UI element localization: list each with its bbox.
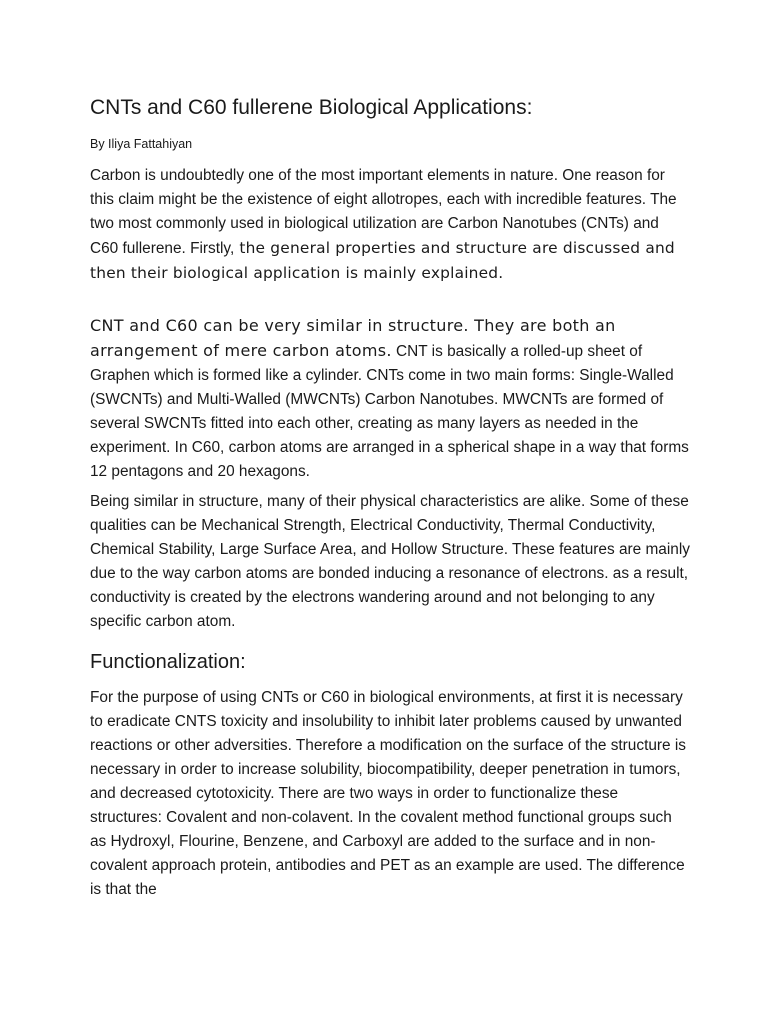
section-heading: Functionalization: [90,651,246,673]
document-title: CNTs and C60 fullerene Biological Applications: [90,96,533,119]
structure-paragraph [90,314,690,484]
structure-paragraph-text: CNT is basically a rolled-up sheet of Graphen which is formed like a cylinder. CNTs come in two main forms: Single-Walled (SWCNTs) and Multi-Walled (MWCNTs) Carbon Nanotubes. MWCNTs are formed of several SWCNTs fitted into each other, creating as many layers as needed in the experiment. In C60, carbon atoms are arranged in a spherical shape in a way that forms 12 pentagons and 20 hexagons. [90,343,689,480]
intro-paragraph [90,164,690,286]
structure-paragraph-text-alt-font: CNT and C60 can be very similar in structure. They are both an arrangement of mere carbon atoms. [90,316,616,360]
author-byline: By Iliya Fattahiyan [90,137,193,151]
intro-paragraph-text-alt-font: the general properties and structure are discussed and then their biological application is mainly explained. [90,239,675,282]
properties-paragraph: Being similar in structure, many of their physical characteristics are alike. Some of these qualities can be Mechanical Strength, Electrical Conductivity, Thermal Conductivity, Chemical Stability, Large Surface Area, and Hollow Structure. These features are mainly due to the way carbon atoms are bonded inducing a resonance of electrons. as a result, conductivity is created by the electrons wandering around and not belonging to any specific carbon atom. [90,493,690,630]
functionalization-paragraph: For the purpose of using CNTs or C60 in biological environments, at first it is necessary to eradicate CNTS toxicity and insolubility to inhibit later problems caused by unwanted reactions or other adversities. Therefore a modification on the surface of the structure is necessary in order to increase solubility, biocompatibility, deeper penetration in tumors, and decreased cytotoxicity. There are two ways in order to functionalize these structures: Covalent and non-colavent. In the covalent method functional groups such as Hydroxyl, Flourine, Benzene, and Carboxyl are added to the surface and in non-covalent approach protein, antibodies and PET as an example are used. The difference is that the [90,689,686,898]
intro-paragraph-text: Carbon is undoubtedly one of the most important elements in nature. One reason for this claim might be the existence of eight allotropes, each with incredible features. The two most commonly used in biological utilization are Carbon Nanotubes (CNTs) and C60 fullerene. Firstly, [90,167,677,257]
